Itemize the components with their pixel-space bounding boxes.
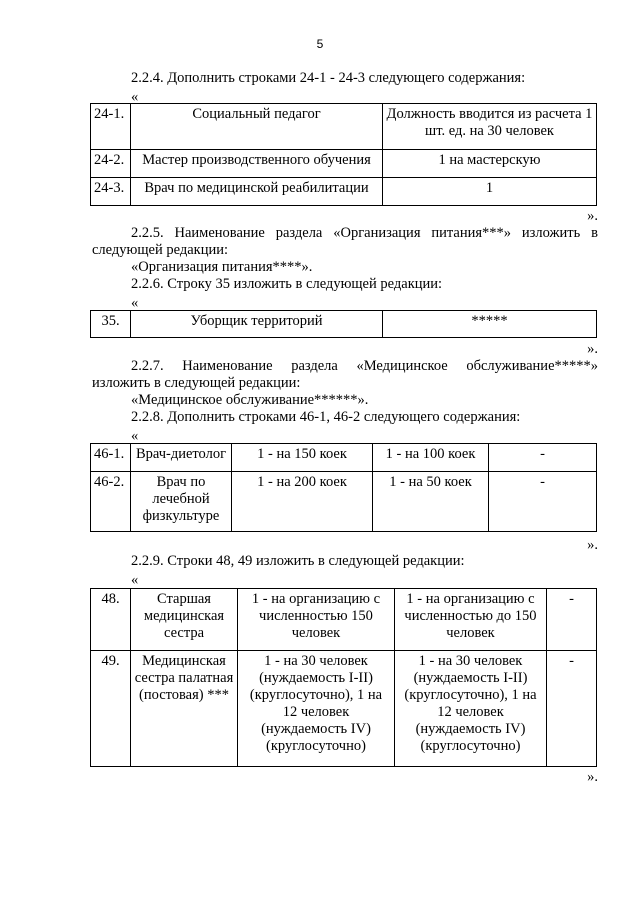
norm-col-1: 1 - на 30 человек (нуждаемость I-II) (круглосуточно), 1 на 12 человек (нуждаемость IV) (круглосуточно) (238, 651, 395, 767)
position-name: Медицинская сестра палатная (постовая) *** (131, 651, 238, 767)
table-row (91, 651, 597, 767)
table-rows-46 (90, 443, 597, 532)
table-row (91, 311, 597, 338)
norm-col-3: - (547, 589, 597, 651)
row-number: 49. (91, 651, 131, 767)
row-number: 46-2. (91, 472, 131, 532)
table-row (91, 472, 597, 532)
table-row (91, 178, 597, 206)
norm-col-2: 1 - на организацию с численностью до 150 человек (395, 589, 547, 651)
norm-col-3: - (489, 444, 597, 472)
norm-col-1: 1 - на 200 коек (232, 472, 373, 532)
row-number: 48. (91, 589, 131, 651)
table-rows-24 (90, 103, 597, 206)
paragraph-2-2-6: 2.2.6. Строку 35 изложить в следующей редакции: (131, 276, 443, 292)
open-quote: « (131, 572, 139, 588)
position-value: ***** (383, 311, 597, 338)
row-number: 24-2. (91, 150, 131, 178)
position-name: Старшая медицинская сестра (131, 589, 238, 651)
norm-col-1: 1 - на 150 коек (232, 444, 373, 472)
row-number: 46-1. (91, 444, 131, 472)
norm-col-3: - (489, 472, 597, 532)
table-row (91, 589, 597, 651)
close-quote: ». (587, 341, 598, 357)
paragraph-2-2-9: 2.2.9. Строки 48, 49 изложить в следующей редакции: (131, 553, 465, 569)
open-quote: « (131, 428, 139, 444)
table-rows-48-49 (90, 588, 597, 767)
paragraph-2-2-7: 2.2.7. Наименование раздела «Медицинское обслуживание*****» (131, 358, 598, 374)
quoted-title: «Организация питания****». (131, 259, 313, 275)
page-number: 5 (316, 37, 324, 51)
paragraph-2-2-5: 2.2.5. Наименование раздела «Организация питания***» изложить в (131, 225, 598, 241)
position-name: Врач-диетолог (131, 444, 232, 472)
row-number: 35. (91, 311, 131, 338)
paragraph-2-2-8: 2.2.8. Дополнить строками 46-1, 46-2 следующего содержания: (131, 409, 521, 425)
table-row (91, 104, 597, 150)
norm-col-2: 1 - на 100 коек (373, 444, 489, 472)
row-number: 24-3. (91, 178, 131, 206)
table-row (91, 444, 597, 472)
close-quote: ». (587, 208, 598, 224)
position-name: Врач по медицинской реабилитации (131, 178, 383, 206)
position-name: Уборщик территорий (131, 311, 383, 338)
paragraph-2-2-7-cont: изложить в следующей редакции: (92, 375, 301, 391)
position-name: Социальный педагог (131, 104, 383, 150)
open-quote: « (131, 295, 139, 311)
norm-col-2: 1 - на 50 коек (373, 472, 489, 532)
close-quote: ». (587, 537, 598, 553)
norm-col-1: 1 - на организацию с численностью 150 человек (238, 589, 395, 651)
table-row-35 (90, 310, 597, 338)
position-value: 1 (383, 178, 597, 206)
quoted-title: «Медицинское обслуживание******». (131, 392, 369, 408)
position-value: 1 на мастерскую (383, 150, 597, 178)
open-quote: « (131, 89, 139, 105)
paragraph-2-2-5-cont: следующей редакции: (92, 242, 229, 258)
norm-col-3: - (547, 651, 597, 767)
close-quote: ». (587, 769, 598, 785)
position-name: Врач по лечебной физкультуре (131, 472, 232, 532)
row-number: 24-1. (91, 104, 131, 150)
norm-col-2: 1 - на 30 человек (нуждаемость I-II) (круглосуточно), 1 на 12 человек (нуждаемость IV) (круглосуточно) (395, 651, 547, 767)
paragraph-2-2-4: 2.2.4. Дополнить строками 24-1 - 24-3 следующего содержания: (131, 70, 526, 86)
position-value: Должность вводится из расчета 1 шт. ед. на 30 человек (383, 104, 597, 150)
table-row (91, 150, 597, 178)
position-name: Мастер производственного обучения (131, 150, 383, 178)
